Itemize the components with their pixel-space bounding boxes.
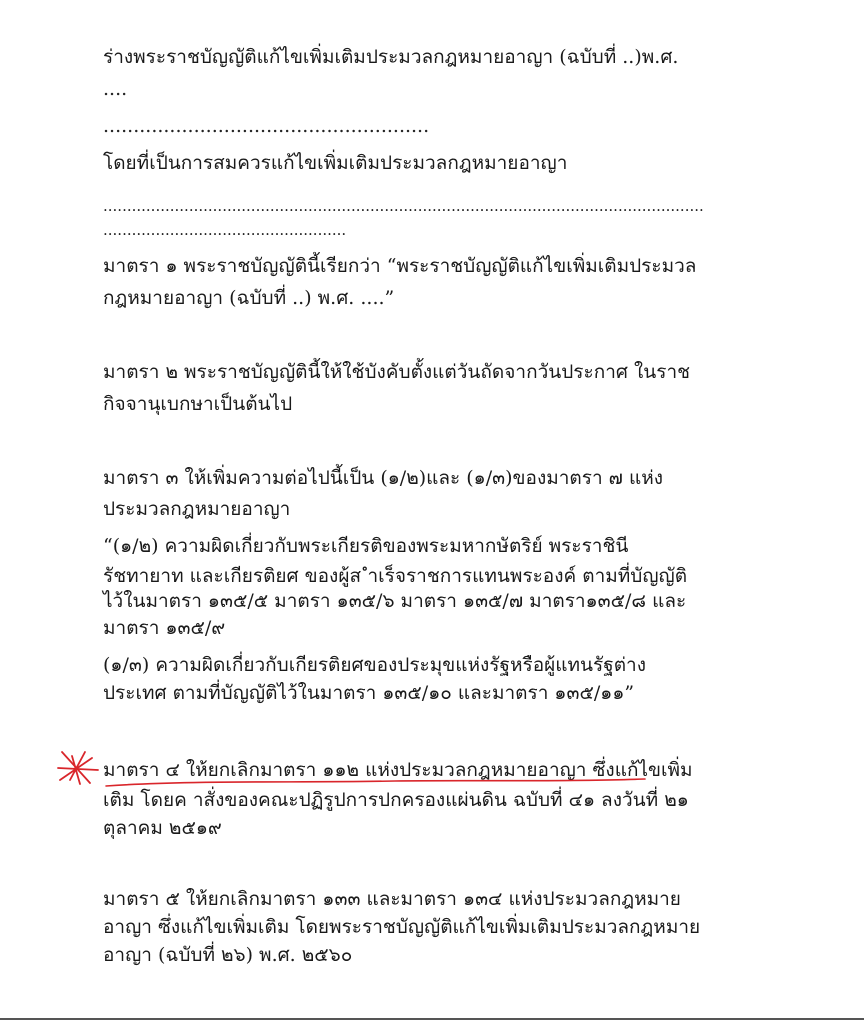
draft-title-line-1: ร่างพระราชบัญญัติแก้ไขเพิ่มเติมประมวลกฎหมายอาญา (ฉบับที่ ..)พ.ศ. (103, 46, 679, 68)
section-5-line-3: อาญา (ฉบับที่ ๒๖) พ.ศ. ๒๕๖๐ (103, 944, 353, 966)
section-2-line-1: มาตรา ๒ พระราชบัญญัตินี้ให้ใช้บังคับตั้งแต่วันถัดจากวันประกาศ ในราช (103, 361, 691, 383)
section-2-line-2: กิจจานุเบกษาเป็นต้นไป (103, 393, 293, 415)
preamble-dotted-line-2: ................................................... (103, 221, 347, 239)
section-1-line-1: มาตรา ๑ พระราชบัญญัตินี้เรียกว่า “พระราชบัญญัติแก้ไขเพิ่มเติมประมวล (103, 255, 697, 277)
section-3-quote-2-line-1: (๑/๓) ความผิดเกี่ยวกับเกียรติยศของประมุขแห่งรัฐหรือผู้แทนรัฐต่าง (103, 654, 646, 676)
section-3-quote-1-line-3: ไว้ในมาตรา ๑๓๕/๕ มาตรา ๑๓๕/๖ มาตรา ๑๓๕/๗ มาตรา๑๓๕/๘ และ (103, 590, 687, 612)
preamble-dotted-line-1: .............................................................................................................................. (103, 197, 704, 215)
section-3-line-1: มาตรา ๓ ให้เพิ่มความต่อไปนี้เป็น (๑/๒)และ (๑/๓)ของมาตรา ๗ แห่ง (103, 467, 664, 489)
preamble: โดยที่เป็นการสมควรแก้ไขเพิ่มเติมประมวลกฎหมายอาญา (103, 152, 568, 174)
page-edge-rule (0, 1018, 864, 1020)
section-3-quote-2-line-2: ประเทศ ตามที่บัญญัติไว้ในมาตรา ๑๓๕/๑๐ และมาตรา ๑๓๕/๑๑” (103, 682, 635, 704)
section-3-quote-1-line-1: “(๑/๒) ความผิดเกี่ยวกับพระเกียรติของพระมหากษัตริย์ พระราชินี (103, 535, 629, 557)
section-3-quote-1-line-2: รัชทายาท และเกียรติยศ ของผู้ส ําเร็จราชการแทนพระองค์ ตามที่บัญญัติ (103, 565, 688, 587)
section-3-quote-1-line-4: มาตรา ๑๓๕/๙ (103, 617, 226, 639)
section-5-line-2: อาญา ซึ่งแก้ไขเพิ่มเติม โดยพระราชบัญญัติแก้ไขเพิ่มเติมประมวลกฎหมาย (103, 916, 701, 938)
section-4-line-3: ตุลาคม ๒๕๑๙ (103, 817, 222, 839)
red-star-mark (58, 752, 98, 784)
section-4-line-1: มาตรา ๔ ให้ยกเลิกมาตรา ๑๑๒ แห่งประมวลกฎหมายอาญา ซึ่งแก้ไขเพิ่ม (103, 759, 693, 781)
section-4-line-2: เติม โดยค าสั่งของคณะปฏิรูปการปกครองแผ่นดิน ฉบับที่ ๔๑ ลงวันที่ ๒๑ (103, 789, 689, 811)
section-3-line-2: ประมวลกฎหมายอาญา (103, 498, 291, 520)
draft-title-dotted-line: ...................................................... (103, 115, 430, 137)
section-1-line-2: กฎหมายอาญา (ฉบับที่ ..) พ.ศ. ....” (103, 287, 395, 309)
draft-title-line-2: .... (103, 78, 128, 100)
section-5-line-1: มาตรา ๕ ให้ยกเลิกมาตรา ๑๓๓ และมาตรา ๑๓๔ แห่งประมวลกฎหมาย (103, 888, 681, 910)
